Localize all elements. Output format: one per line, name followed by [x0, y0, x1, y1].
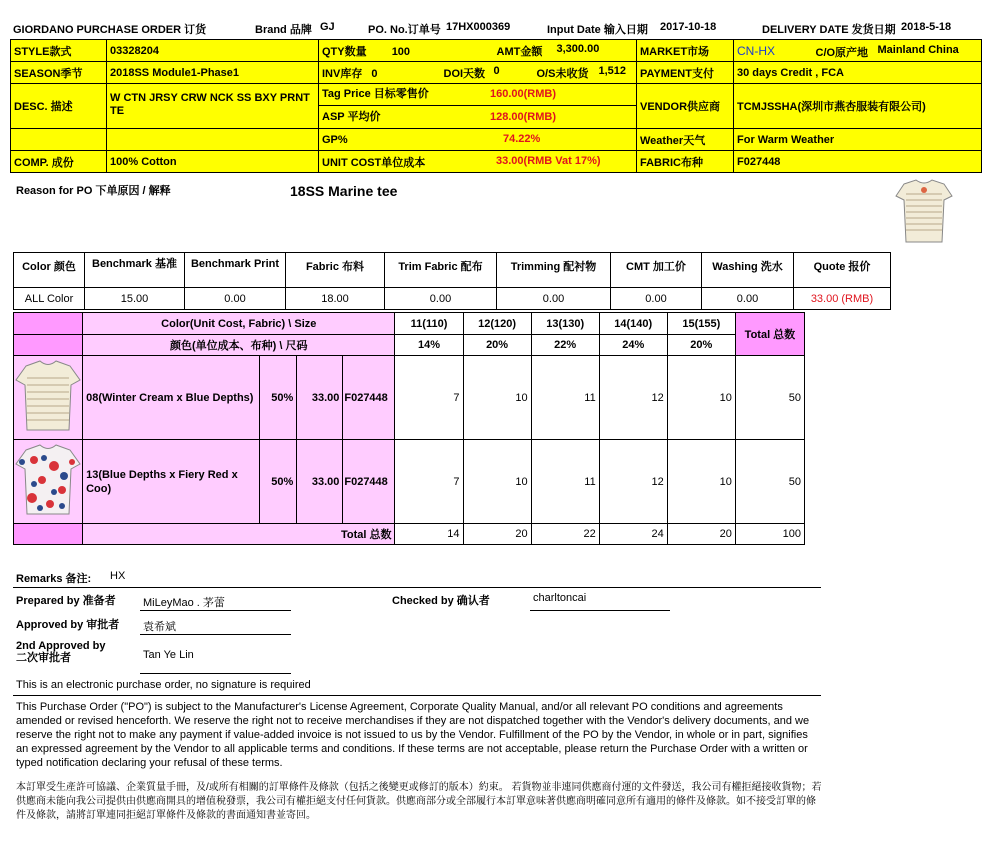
os-value: 1,512	[598, 64, 627, 77]
footer-cell: 22	[531, 524, 599, 545]
cost-header-benchmark: Benchmark 基准	[85, 253, 185, 288]
amt-value: 3,300.00	[556, 42, 600, 55]
co-label: C/O原产地	[815, 46, 869, 59]
table-row	[14, 440, 805, 524]
qty-cell: 11	[531, 356, 599, 440]
qty-value: 100	[391, 45, 411, 58]
po-value: 17HX000369	[446, 21, 511, 33]
qty-amt-cell	[319, 40, 637, 62]
qty-cell: 11	[531, 440, 599, 524]
size-table	[13, 312, 805, 545]
inv-doi-os-cell	[319, 62, 637, 84]
qty-label: QTY数量	[322, 45, 367, 58]
input-date-label: Input Date 输入日期	[547, 24, 648, 36]
row-color: 08(Winter Cream x Blue Depths)	[83, 356, 260, 440]
prepared-value: MiLeyMao . 茅蕾	[143, 597, 225, 609]
inv-label: INV库存	[322, 67, 363, 80]
qty-cell: 10	[463, 356, 531, 440]
cost-header-trim-fabric: Trim Fabric 配布	[385, 253, 497, 288]
size-total-header: Total 总数	[735, 313, 804, 356]
terms-english: This Purchase Order ("PO") is subject to the Manufacturer's License Agreement, Corporate Quality Manual, and/or all relevant PO conditions and agreements amended or revised henceforth. We reserve the right not to receive merchandises if they are not dispatched together with the Vendor's delivery documents, and we reserve the right not to make any payment if value-added invoice is not issued to us by the Vendor. Fulfillment of the PO by the Vendor, in whole or in part, signifies an expressed agreement by the Vendor to all applicable terms and conditions. If these terms are not acceptable, please return the Purchase Order with a written or typed notification declaring your refusal of these terms.	[16, 701, 810, 769]
size-label: 12(120)	[463, 313, 531, 335]
ratio-label: 20%	[463, 335, 531, 356]
unit-cost-value: 33.00(RMB Vat 17%)	[496, 155, 601, 167]
cost-header-cmt: CMT 加工价	[611, 253, 702, 288]
po-label: PO. No.订单号	[368, 24, 441, 36]
remarks-label: Remarks 备注:	[16, 573, 92, 585]
row-pct: 50%	[260, 440, 297, 524]
market-value: CN-HX	[737, 43, 775, 58]
cost-header-benchmark-print: Benchmark Print	[185, 253, 286, 288]
season-value: 2018SS Module1-Phase1	[107, 62, 319, 84]
info-table	[10, 39, 982, 173]
market-co-cell	[734, 40, 982, 62]
cost-table	[13, 252, 891, 310]
size-header-blank	[14, 313, 83, 335]
second-approved-label-en: 2nd Approved by	[16, 640, 106, 652]
inv-value: 0	[371, 67, 378, 80]
cost-cell: 18.00	[286, 288, 385, 310]
divider	[13, 695, 821, 696]
swatch-cell	[14, 440, 83, 524]
season-label: SEASON季节	[11, 62, 107, 84]
checked-label: Checked by 确认者	[392, 595, 490, 607]
desc-value: W CTN JRSY CRW NCK SS BXY PRNT TE	[107, 84, 319, 129]
row-total: 50	[735, 440, 804, 524]
empty-value	[107, 129, 319, 151]
reason-title: 18SS Marine tee	[290, 183, 398, 199]
qty-cell: 10	[667, 356, 735, 440]
footer-cell: 20	[667, 524, 735, 545]
size-label: 13(130)	[531, 313, 599, 335]
second-signature-line	[140, 673, 291, 674]
asp-value: 128.00(RMB)	[490, 111, 557, 123]
row-cost: 33.00	[297, 356, 343, 440]
second-approved-label	[16, 640, 105, 664]
weather-label: Weather天气	[637, 129, 734, 151]
comp-label: COMP. 成份	[11, 151, 107, 173]
divider	[13, 587, 821, 588]
payment-value: 30 days Credit , FCA	[734, 62, 982, 84]
footer-cell: 24	[599, 524, 667, 545]
reason-label: Reason for PO 下单原因 / 解释	[16, 185, 171, 197]
unit-cost-cell	[319, 151, 637, 173]
approved-signature-line	[140, 634, 291, 635]
row-fabric: F027448	[343, 356, 395, 440]
footer-cell: 14	[395, 524, 463, 545]
row-color: 13(Blue Depths x Fiery Red x Coo)	[83, 440, 260, 524]
ratio-label: 22%	[531, 335, 599, 356]
prepared-signature-line	[140, 610, 291, 611]
gp-value: 74.22%	[503, 133, 541, 145]
row-pct: 50%	[260, 356, 297, 440]
vendor-label: VENDOR供应商	[637, 84, 734, 129]
footer-blank	[14, 524, 83, 545]
tag-asp-cell	[319, 84, 637, 129]
cost-header-color: Color 颜色	[14, 253, 85, 288]
market-label: MARKET市场	[637, 40, 734, 62]
ratio-label: 14%	[395, 335, 463, 356]
cost-cell: 15.00	[85, 288, 185, 310]
size-header-en: Color(Unit Cost, Fabric) \ Size	[83, 313, 395, 335]
desc-label: DESC. 描述	[11, 84, 107, 129]
brand-value: GJ	[320, 21, 335, 33]
cost-header-washing: Washing 洗水	[702, 253, 794, 288]
table-row	[14, 356, 805, 440]
empty-label	[11, 129, 107, 151]
gp-label: GP%	[322, 133, 348, 146]
qty-cell: 10	[463, 440, 531, 524]
cost-cell: 0.00	[385, 288, 497, 310]
co-value: Mainland China	[877, 43, 959, 56]
ratio-header-blank	[14, 335, 83, 356]
doi-value: 0	[493, 64, 500, 77]
tag-value: 160.00(RMB)	[490, 88, 557, 100]
electronic-note: This is an electronic purchase order, no signature is required	[16, 679, 311, 691]
approved-value: 袁希斌	[143, 621, 176, 633]
doi-label: DOI天数	[443, 67, 486, 80]
delivery-value: 2018-5-18	[901, 21, 952, 33]
qty-cell: 7	[395, 356, 463, 440]
cost-cell: ALL Color	[14, 288, 85, 310]
delivery-label: DELIVERY DATE 发货日期	[762, 24, 896, 36]
cream-shirt-thumbnail	[14, 356, 82, 436]
size-label: 14(140)	[599, 313, 667, 335]
size-label: 15(155)	[667, 313, 735, 335]
checked-signature-line	[530, 610, 670, 611]
swatch-cell	[14, 356, 83, 440]
qty-cell: 7	[395, 440, 463, 524]
style-label: STYLE款式	[11, 40, 107, 62]
comp-value: 100% Cotton	[107, 151, 319, 173]
qty-cell: 12	[599, 440, 667, 524]
row-total: 50	[735, 356, 804, 440]
row-cost: 33.00	[297, 440, 343, 524]
payment-label: PAYMENT支付	[637, 62, 734, 84]
brand-label: Brand 品牌	[255, 24, 312, 36]
cost-cell: 0.00	[611, 288, 702, 310]
ratio-label: 20%	[667, 335, 735, 356]
product-thumbnail-main	[894, 178, 954, 246]
os-label: O/S未收货	[536, 67, 589, 80]
unit-cost-label: UNIT COST单位成本	[322, 156, 426, 169]
cost-cell: 0.00	[185, 288, 286, 310]
input-date-value: 2017-10-18	[660, 21, 717, 33]
remarks-value: HX	[110, 570, 126, 582]
second-approved-label-cn: 二次审批者	[16, 652, 71, 664]
company-title: GIORDANO PURCHASE ORDER 订货	[13, 24, 207, 36]
qty-cell: 12	[599, 356, 667, 440]
asp-label: ASP 平均价	[322, 111, 381, 123]
tag-label: Tag Price 目标零售价	[322, 88, 429, 100]
cost-header-fabric: Fabric 布料	[286, 253, 385, 288]
size-label: 11(110)	[395, 313, 463, 335]
cost-header-trimming: Trimming 配衬物	[497, 253, 611, 288]
footer-total-label: Total 总数	[83, 524, 395, 545]
second-approved-value: Tan Ye Lin	[143, 649, 194, 661]
approved-label: Approved by 审批者	[16, 619, 120, 631]
cost-cell-quote: 33.00 (RMB)	[794, 288, 891, 310]
row-fabric: F027448	[343, 440, 395, 524]
footer-cell: 20	[463, 524, 531, 545]
checked-value: charltoncai	[533, 592, 587, 604]
gp-cell	[319, 129, 637, 151]
fabric-value: F027448	[734, 151, 982, 173]
size-header-cn: 颜色(单位成本、布种) \ 尺码	[83, 335, 395, 356]
style-value: 03328204	[107, 40, 319, 62]
ratio-label: 24%	[599, 335, 667, 356]
footer-grand-total: 100	[735, 524, 804, 545]
amt-label: AMT金额	[496, 45, 543, 58]
floral-shirt-thumbnail	[14, 440, 82, 520]
weather-value: For Warm Weather	[734, 129, 982, 151]
terms-chinese: 本訂單受生產許可協議、企業質量手冊，及/或所有相關的訂單條件及條款（包括之後變更或修訂的版本）約束。 若貨物並非連同供應商付運的文件發送，我公司有權拒絕接收貨物；若供應商未能向我公司提供由供應商開具的增值稅發票，我公司有權拒絕支付任何貨款。供應商部分或全部履行本訂單意味著供應商明確同意所有適用的條件及條款。如不接受訂單的條件及條款，請將訂單連同拒絕訂單條件及條款的書面通知書並寄回。	[16, 782, 822, 821]
vendor-value: TCMJSSHA(深圳市燕杏服装有限公司)	[734, 84, 982, 129]
qty-cell: 10	[667, 440, 735, 524]
cost-cell: 0.00	[702, 288, 794, 310]
fabric-label: FABRIC布种	[637, 151, 734, 173]
cost-header-quote: Quote 报价	[794, 253, 891, 288]
cost-cell: 0.00	[497, 288, 611, 310]
prepared-label: Prepared by 准备者	[16, 595, 116, 607]
